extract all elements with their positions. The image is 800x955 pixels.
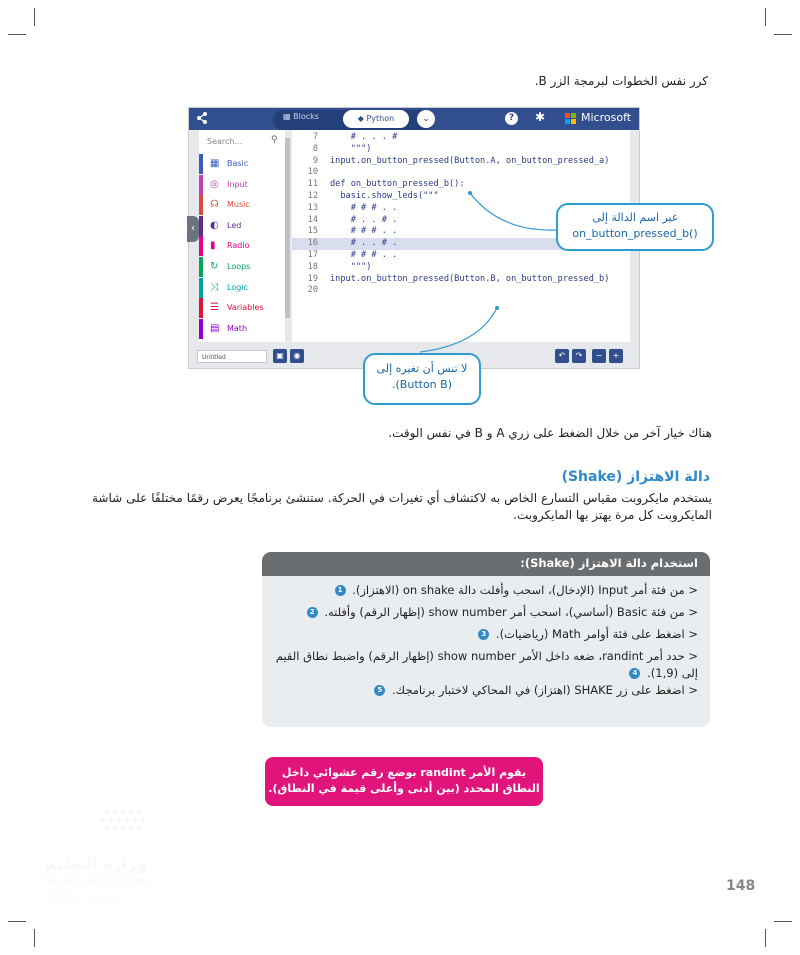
page-number: 148 (726, 878, 756, 894)
line-number: 13 (307, 202, 318, 213)
step-number-badge: 2 (307, 607, 318, 618)
zoom-in-icon[interactable]: + (609, 349, 623, 363)
line-number: 17 (307, 250, 318, 260)
step-text: < اضغط على فئة أوامر Math (رياضيات). (495, 627, 698, 641)
category-label: Input (227, 179, 248, 189)
step-text: < من فئة أمر Input (الإدخال)، اسحب وأفلت دالة on shake (الاهتزاز). (352, 583, 698, 597)
category-label: Loops (227, 262, 251, 271)
instruction-step (268, 582, 698, 599)
step-number-badge: 4 (629, 668, 640, 679)
chevron-down-icon[interactable]: ⌄ (417, 110, 435, 128)
step-text: < من فئة Basic (أساسي)، اسحب أمر show number (إظهار الرقم) وأفلته. (324, 605, 698, 619)
line-number: 15 (307, 226, 318, 237)
tab-blocks[interactable]: ▦ Blocks (283, 112, 319, 121)
project-name-input[interactable]: Untitled (197, 350, 267, 363)
paragraph-shake: يستخدم مايكروبت مقياس التسارع الخاص به لاكتشاف أي تغيرات في الحركة. ستنشئ برنامجًا يعرض رقمًا مختلفًا على شاشة المايكروبت كل مرة يهتز بها المايكروبت. (92, 491, 712, 522)
lines-icon: ☰ (210, 302, 219, 314)
collapse-simulator-button[interactable]: ‹ (187, 216, 199, 242)
code-text: # # # . . (330, 226, 398, 237)
code-text: # . . # . (330, 238, 398, 249)
step-number-badge: 1 (335, 585, 346, 596)
search-icon: ⚲ (271, 135, 278, 145)
line-number: 11 (307, 179, 318, 190)
tab-python[interactable]: ◆ Python (343, 110, 409, 128)
toggle-icon: ◐ (210, 219, 219, 231)
line-number: 10 (307, 167, 318, 178)
zoom-out-icon[interactable]: − (592, 349, 606, 363)
shuffle-icon: ⤨ (210, 281, 218, 293)
callout-change-button: لا تنس أن تغيره إلى .(Button B) (363, 353, 481, 405)
line-number: 9 (312, 155, 318, 166)
github-icon[interactable]: ◉ (290, 349, 304, 363)
line-number: 14 (307, 214, 318, 225)
code-text: """) (330, 143, 372, 154)
refresh-icon: ↻ (210, 261, 219, 272)
step-text: < اضغط على زر SHAKE (اهتزاز) في المحاكي لاختبار برنامجك. (391, 683, 698, 697)
python-icon: ◆ (357, 114, 367, 123)
ministry-logo-icon (95, 806, 215, 846)
ministry-watermark: وزارة التعليم Ministry of Education 2020 - 1442 (40, 806, 220, 916)
redo-icon[interactable]: ↷ (572, 349, 586, 363)
instructions-header: استخدام دالة الاهتزاز (Shake): (262, 552, 710, 576)
blocks-icon: ▦ (283, 112, 294, 121)
category-label: Radio (227, 241, 250, 251)
category-label: Math (227, 323, 248, 333)
calculator-icon: ▤ (210, 322, 220, 334)
section-heading: دالة الاهتزاز (Shake) (561, 469, 710, 485)
instruction-step (268, 604, 698, 621)
code-text: input.on_button_pressed(Button.B, on_button_pressed_b) (330, 273, 610, 284)
grid-icon: ▦ (210, 158, 220, 169)
target-icon: ◎ (210, 178, 219, 190)
line-number: 12 (307, 191, 318, 201)
line-number: 7 (312, 132, 318, 142)
callout-rename-function: غير اسم الدالة إلى on_button_pressed_b() (556, 203, 714, 251)
gear-icon[interactable]: ✱ (535, 110, 546, 124)
intro-text: كرر نفس الخطوات لبرمجة الزر B. (534, 74, 708, 88)
headphones-icon: ☊ (210, 199, 219, 211)
code-text: # # # . . (330, 250, 398, 260)
instruction-step (268, 648, 698, 682)
save-icon[interactable]: ▣ (273, 349, 287, 363)
category-label: Logic (227, 282, 248, 292)
line-number: 16 (307, 238, 318, 249)
category-label: Basic (227, 159, 249, 168)
line-number: 18 (307, 261, 318, 272)
code-text: """) (330, 261, 372, 272)
help-icon[interactable]: ? (505, 112, 518, 125)
signal-icon: ▮ (210, 240, 216, 252)
step-number-badge: 5 (374, 685, 385, 696)
line-number: 8 (312, 143, 318, 154)
code-text: # # # . . (330, 202, 398, 213)
code-text: basic.show_leds(""" (330, 191, 439, 201)
code-text: def on_button_pressed_b(): (330, 179, 465, 190)
paragraph-ab-buttons: هناك خيار آخر من خلال الضغط على زري A و B في نفس الوقت. (388, 426, 712, 440)
category-label: Music (227, 200, 250, 210)
code-text: input.on_button_pressed(Button.A, on_button_pressed_a) (330, 155, 610, 166)
microsoft-brand: Microsoft (581, 111, 632, 124)
instructions-box (262, 552, 710, 727)
toolbox-search-input[interactable]: Search... ⚲ (207, 135, 278, 146)
instruction-step (268, 626, 698, 643)
line-number: 19 (307, 273, 318, 284)
category-label: Led (227, 220, 242, 230)
line-number: 20 (307, 285, 318, 296)
code-text: # . . . # (330, 132, 398, 142)
undo-icon[interactable]: ↶ (555, 349, 569, 363)
step-number-badge: 3 (478, 629, 489, 640)
note-box: يقوم الأمر randint بوضع رقم عشوائي داخل النطاق المحدد (بين أدنى وأعلى قيمة في النطاق). (265, 757, 543, 806)
category-label: Variables (227, 303, 264, 313)
instruction-step (268, 682, 698, 699)
code-text: # . . # . (330, 214, 398, 225)
step-text: < حدد أمر randint، ضعه داخل الأمر show number (إظهار الرقم) واضبط نطاق القيم إلى (1,9). (275, 649, 698, 680)
